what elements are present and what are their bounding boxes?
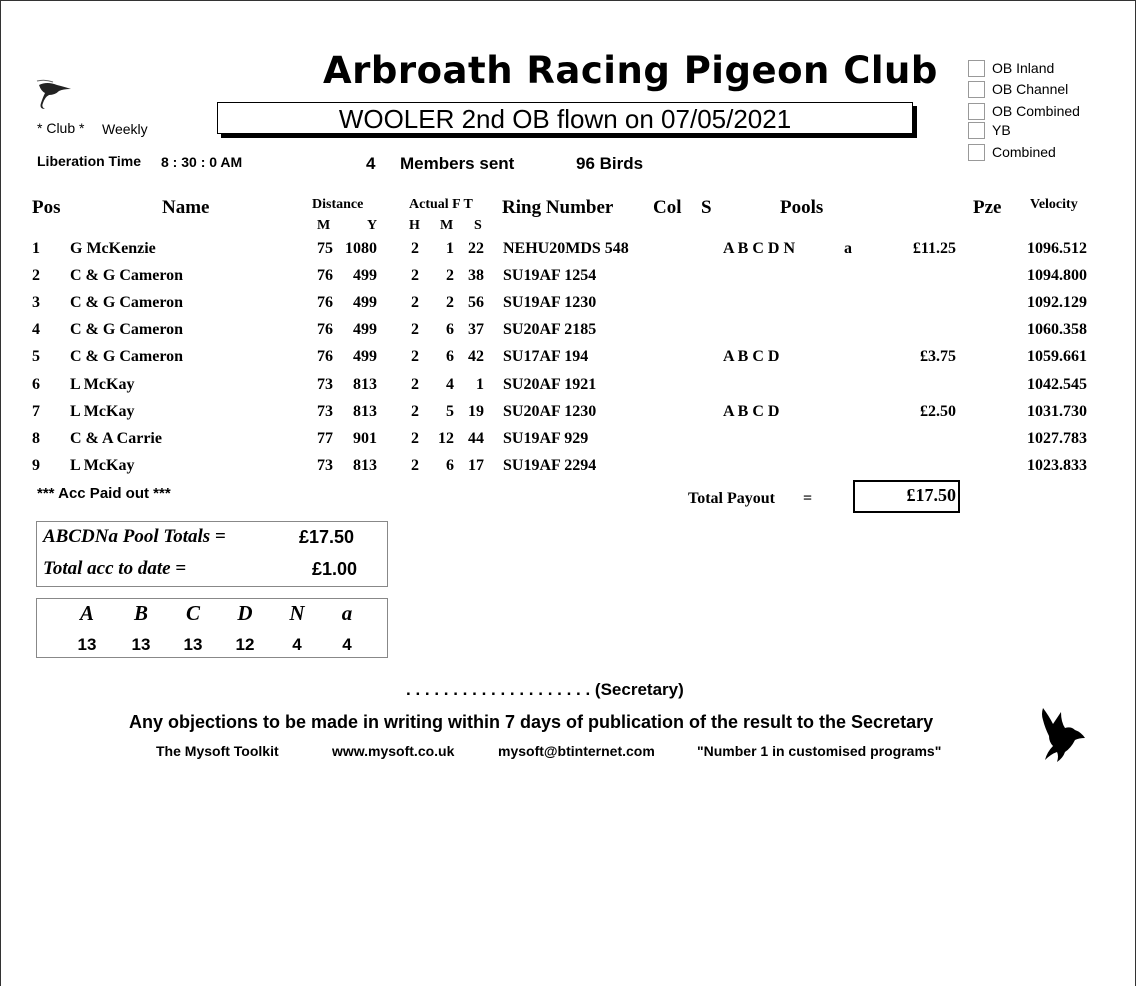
pigeon-logo-icon [35,77,75,113]
col-header-pools: Pools [780,197,824,218]
page-title: Arbroath Racing Pigeon Club [323,49,938,92]
cell-seconds: 44 [468,430,484,447]
cell-hours: 2 [411,240,419,257]
col-header-h: H [409,218,420,233]
club-type: Weekly [102,121,148,137]
cell-hours: 2 [411,267,419,284]
pool-totals-label: ABCDNa Pool Totals = [43,526,226,547]
secretary-signature-line: . . . . . . . . . . . . . . . . . . . . (Secretary) [406,680,684,699]
pool-header: a [341,601,353,625]
cell-minutes: 1 [446,240,454,257]
cell-prize: £11.25 [912,240,956,257]
pool-header: D [237,601,253,625]
members-label: Members sent [400,154,515,173]
pool-header: C [185,601,200,625]
objections-notice: Any objections to be made in writing within 7 days of publication of the result to the Secretary [129,712,934,732]
cell-velocity: 1096.512 [1027,240,1087,257]
cell-dist-y: 499 [353,294,377,311]
pool-count: 13 [183,635,203,654]
cell-pos: 6 [32,376,40,393]
bird-silhouette-icon [1035,706,1095,766]
cell-dist-m: 75 [317,240,333,257]
cell-velocity: 1060.358 [1027,321,1087,338]
cell-ring-number: SU19AF 2294 [503,457,597,474]
cell-name: L McKay [70,457,135,474]
cell-ring-number: SU20AF 1921 [503,376,597,393]
cell-name: C & G Cameron [70,294,184,311]
checkbox[interactable] [968,60,985,77]
cell-velocity: 1042.545 [1027,376,1087,393]
acc-to-date-label: Total acc to date = [43,558,187,579]
cell-hours: 2 [411,321,419,338]
cell-name: C & G Cameron [70,348,184,365]
cell-hours: 2 [411,294,419,311]
cell-minutes: 2 [446,294,454,311]
cell-seconds: 17 [468,457,484,474]
cell-prize: £2.50 [920,403,956,420]
cell-hours: 2 [411,430,419,447]
pool-header: B [133,601,148,625]
cell-prize: £3.75 [920,348,956,365]
option-label: YB [992,122,1011,138]
col-header-s: S [474,218,482,233]
col-header-distance: Distance [312,197,364,212]
cell-pos: 1 [32,240,40,257]
cell-pools: A B C D [723,348,780,365]
col-header-ring: Ring Number [502,197,614,218]
cell-name: C & G Cameron [70,267,184,284]
footer-email[interactable]: mysoft@btinternet.com [498,743,655,759]
cell-minutes: 2 [446,267,454,284]
col-header-dist-m: M [317,218,331,233]
cell-dist-m: 76 [317,321,333,338]
footer-website[interactable]: www.mysoft.co.uk [332,743,455,759]
acc-paid-out: *** Acc Paid out *** [37,485,171,502]
liberation-time: 8 : 30 : 0 AM [161,154,243,170]
cell-ring-number: SU19AF 1254 [503,267,597,284]
liberation-label: Liberation Time [37,153,141,169]
col-header-prize: Pze [973,197,1002,218]
cell-dist-y: 813 [353,376,377,393]
cell-dist-y: 499 [353,348,377,365]
total-payout-value: £17.50 [906,485,956,505]
cell-dist-m: 73 [317,457,333,474]
cell-seconds: 37 [468,321,484,338]
cell-velocity: 1027.783 [1027,430,1087,447]
cell-ring-number: SU19AF 1230 [503,294,597,311]
cell-dist-y: 813 [353,403,377,420]
cell-name: L McKay [70,376,135,393]
col-header-sex: S [701,197,712,218]
pool-count: 4 [292,635,302,654]
pool-header: A [79,601,94,625]
cell-velocity: 1094.800 [1027,267,1087,284]
pool-count: 13 [131,635,151,654]
cell-minutes: 6 [446,457,454,474]
cell-dist-y: 813 [353,457,377,474]
club-label: * Club * [37,120,85,136]
cell-minutes: 6 [446,321,454,338]
cell-hours: 2 [411,376,419,393]
checkbox[interactable] [968,81,985,98]
acc-to-date-value: £1.00 [312,559,358,579]
checkbox[interactable] [968,144,985,161]
cell-seconds: 22 [468,240,484,257]
cell-dist-m: 76 [317,267,333,284]
footer-toolkit: The Mysoft Toolkit [156,743,279,759]
cell-pos: 8 [32,430,40,447]
cell-pools: A B C D [723,403,780,420]
cell-dist-m: 73 [317,403,333,420]
col-header-dist-y: Y [367,218,378,233]
pool-count: 4 [342,635,352,654]
cell-pos: 4 [32,321,40,338]
cell-dist-m: 76 [317,348,333,365]
cell-dist-m: 76 [317,294,333,311]
cell-name: L McKay [70,403,135,420]
cell-dist-m: 73 [317,376,333,393]
col-header-col: Col [653,197,682,218]
cell-ring-number: NEHU20MDS 548 [503,240,629,257]
cell-name: C & G Cameron [70,321,184,338]
cell-name: G McKenzie [70,240,156,257]
option-label: OB Channel [992,81,1069,97]
race-subtitle: WOOLER 2nd OB flown on 07/05/2021 [338,104,792,134]
cell-pos: 2 [32,267,40,284]
cell-pools: A B C D N [723,240,796,257]
cell-ring-number: SU20AF 2185 [503,321,597,338]
cell-hours: 2 [411,403,419,420]
cell-seconds: 56 [468,294,484,311]
pool-count: 12 [235,635,255,654]
cell-dist-y: 499 [353,321,377,338]
footer-slogan: "Number 1 in customised programs" [697,743,942,759]
col-header-m: M [440,218,454,233]
pool-header: N [289,601,305,625]
total-payout-label: Total Payout [688,490,775,507]
cell-dist-m: 77 [317,430,333,447]
pool-count: 13 [77,635,97,654]
cell-minutes: 12 [438,430,454,447]
cell-dist-y: 1080 [345,240,377,257]
cell-ring-number: SU19AF 929 [503,430,589,447]
cell-dist-y: 901 [353,430,377,447]
option-label: OB Inland [992,60,1055,76]
col-header-pos: Pos [32,197,61,218]
cell-pool-a: a [844,240,852,257]
checkbox[interactable] [968,122,985,139]
cell-seconds: 1 [476,376,484,393]
birds-count: 96 Birds [576,154,644,173]
cell-velocity: 1059.661 [1027,348,1087,365]
cell-seconds: 38 [468,267,484,284]
cell-minutes: 5 [446,403,454,420]
cell-pos: 5 [32,348,40,365]
cell-ring-number: SU17AF 194 [503,348,589,365]
cell-hours: 2 [411,457,419,474]
cell-dist-y: 499 [353,267,377,284]
cell-pos: 9 [32,457,40,474]
cell-ring-number: SU20AF 1230 [503,403,597,420]
race-subtitle-box [217,102,913,134]
cell-hours: 2 [411,348,419,365]
checkbox[interactable] [968,103,985,120]
cell-seconds: 42 [468,348,484,365]
total-payout-box [853,480,960,513]
cell-velocity: 1023.833 [1027,457,1087,474]
cell-name: C & A Carrie [70,430,162,447]
cell-minutes: 6 [446,348,454,365]
total-payout-equals: = [803,490,813,507]
members-count: 4 [366,154,376,173]
pool-totals-box [36,521,388,587]
col-header-velocity: Velocity [1030,197,1078,212]
option-label: OB Combined [992,103,1080,119]
cell-seconds: 19 [468,403,484,420]
cell-pos: 7 [32,403,40,420]
option-label: Combined [992,144,1056,160]
col-header-name: Name [162,197,210,218]
cell-minutes: 4 [446,376,454,393]
cell-velocity: 1031.730 [1027,403,1087,420]
cell-velocity: 1092.129 [1027,294,1087,311]
cell-pos: 3 [32,294,40,311]
pool-totals-value: £17.50 [299,527,355,547]
pool-counts-box [36,598,388,658]
col-header-actual: Actual F T [409,197,473,212]
